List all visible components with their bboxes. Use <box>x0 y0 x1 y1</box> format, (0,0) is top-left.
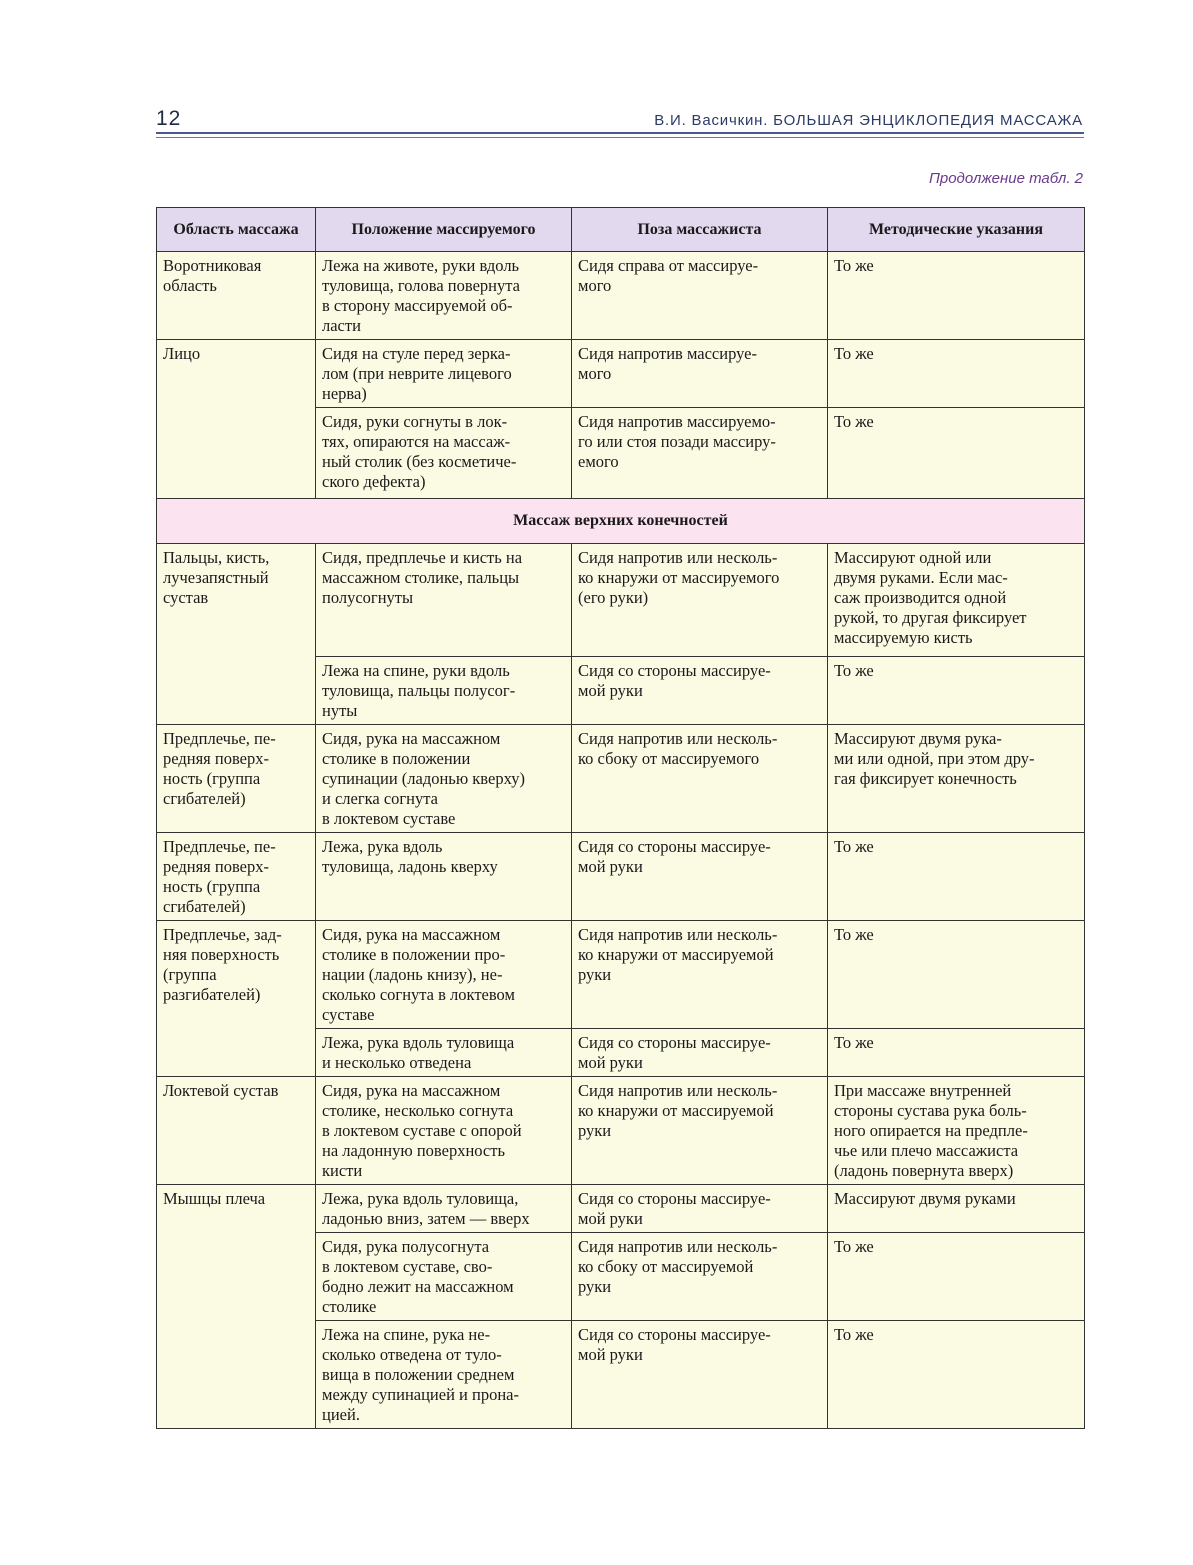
cell-notes: То же <box>828 833 1085 921</box>
massage-positions-table <box>156 207 1085 1429</box>
cell-patient-position: Сидя на стуле перед зерка- лом (при неврите лицевого нерва) <box>316 340 572 408</box>
cell-notes: То же <box>828 408 1085 499</box>
cell-therapist-position: Сидя напротив или несколь- ко сбоку от массируемой руки <box>572 1233 828 1321</box>
cell-area: Предплечье, зад- няя поверхность (группа разгибателей) <box>157 921 316 1077</box>
cell-area: Воротниковая область <box>157 252 316 340</box>
cell-therapist-position: Сидя напротив или несколь- ко кнаружи от массируемой руки <box>572 921 828 1029</box>
cell-patient-position: Лежа на животе, руки вдоль туловища, голова повернута в сторону массируемой об- ласти <box>316 252 572 340</box>
table-row <box>157 833 1085 921</box>
cell-patient-position: Сидя, рука на массажном столике в положении супинации (ладонью кверху) и слегка согнута в локтевом суставе <box>316 725 572 833</box>
cell-therapist-position: Сидя напротив или несколь- ко кнаружи от массируемой руки <box>572 1077 828 1185</box>
cell-therapist-position: Сидя справа от массируе- мого <box>572 252 828 340</box>
cell-therapist-position: Сидя со стороны массируе- мой руки <box>572 1029 828 1077</box>
table-row <box>157 340 1085 408</box>
cell-notes: То же <box>828 340 1085 408</box>
column-header-area: Область массажа <box>157 208 316 252</box>
cell-notes: То же <box>828 252 1085 340</box>
cell-patient-position: Сидя, предплечье и кисть на массажном столике, пальцы полусогнуты <box>316 544 572 657</box>
cell-patient-position: Сидя, рука на массажном столике в положении про- нации (ладонь книзу), не- сколько согнута в локтевом суставе <box>316 921 572 1029</box>
cell-area: Лицо <box>157 340 316 499</box>
cell-notes: То же <box>828 1029 1085 1077</box>
cell-notes: То же <box>828 1321 1085 1429</box>
page-number: 12 <box>156 107 182 130</box>
column-header-notes: Методические указания <box>828 208 1085 252</box>
table-row <box>157 1185 1085 1233</box>
column-header-patient-position: Положение массируемого <box>316 208 572 252</box>
cell-notes: Массируют двумя руками <box>828 1185 1085 1233</box>
cell-patient-position: Лежа, рука вдоль туловища и несколько отведена <box>316 1029 572 1077</box>
column-header-therapist-position: Поза массажиста <box>572 208 828 252</box>
header-rule <box>156 132 1084 134</box>
table-header-row <box>157 208 1085 252</box>
cell-patient-position: Лежа, рука вдоль туловища, ладонью вниз, затем — вверх <box>316 1185 572 1233</box>
table-row <box>157 252 1085 340</box>
header-rule-thin <box>156 137 1084 138</box>
cell-notes: Массируют двумя рука- ми или одной, при этом дру- гая фиксирует конечность <box>828 725 1085 833</box>
section-title: Массаж верхних конечностей <box>157 499 1085 544</box>
cell-therapist-position: Сидя напротив массируемо- го или стоя позади массиру- емого <box>572 408 828 499</box>
cell-patient-position: Лежа на спине, руки вдоль туловища, пальцы полусог- нуты <box>316 657 572 725</box>
cell-therapist-position: Сидя напротив или несколь- ко сбоку от массируемого <box>572 725 828 833</box>
table-row <box>157 1077 1085 1185</box>
cell-area: Предплечье, пе- редняя поверх- ность (группа сгибателей) <box>157 725 316 833</box>
running-title: В.И. Васичкин. БОЛЬШАЯ ЭНЦИКЛОПЕДИЯ МАССАЖА <box>654 112 1083 129</box>
cell-therapist-position: Сидя напротив массируе- мого <box>572 340 828 408</box>
cell-patient-position: Лежа на спине, рука не- сколько отведена от туло- вища в положении среднем между супинацией и прона- цией. <box>316 1321 572 1429</box>
cell-notes: Массируют одной или двумя руками. Если мас- саж производится одной рукой, то другая фиксирует массируемую кисть <box>828 544 1085 657</box>
cell-area: Предплечье, пе- редняя поверх- ность (группа сгибателей) <box>157 833 316 921</box>
cell-patient-position: Лежа, рука вдоль туловища, ладонь кверху <box>316 833 572 921</box>
cell-area: Локтевой сустав <box>157 1077 316 1185</box>
section-header-row <box>157 499 1085 544</box>
cell-notes: При массаже внутренней стороны сустава рука боль- ного опирается на предпле- чье или плечо массажиста (ладонь повернута вверх) <box>828 1077 1085 1185</box>
cell-therapist-position: Сидя со стороны массируе- мой руки <box>572 833 828 921</box>
cell-therapist-position: Сидя со стороны массируе- мой руки <box>572 1321 828 1429</box>
cell-notes: То же <box>828 921 1085 1029</box>
cell-area: Пальцы, кисть, лучезапястный сустав <box>157 544 316 725</box>
table-row <box>157 725 1085 833</box>
cell-patient-position: Сидя, руки согнуты в лок- тях, опираются на массаж- ный столик (без косметиче- ского дефекта) <box>316 408 572 499</box>
cell-notes: То же <box>828 1233 1085 1321</box>
table-row <box>157 544 1085 657</box>
cell-therapist-position: Сидя со стороны массируе- мой руки <box>572 1185 828 1233</box>
table-row <box>157 921 1085 1029</box>
cell-notes: То же <box>828 657 1085 725</box>
cell-patient-position: Сидя, рука полусогнута в локтевом суставе, сво- бодно лежит на массажном столике <box>316 1233 572 1321</box>
cell-area: Мышцы плеча <box>157 1185 316 1429</box>
cell-therapist-position: Сидя напротив или несколь- ко кнаружи от массируемого (его руки) <box>572 544 828 657</box>
table-continuation-label: Продолжение табл. 2 <box>929 170 1083 187</box>
cell-therapist-position: Сидя со стороны массируе- мой руки <box>572 657 828 725</box>
cell-patient-position: Сидя, рука на массажном столике, несколько согнута в локтевом суставе с опорой на ладонную поверхность кисти <box>316 1077 572 1185</box>
